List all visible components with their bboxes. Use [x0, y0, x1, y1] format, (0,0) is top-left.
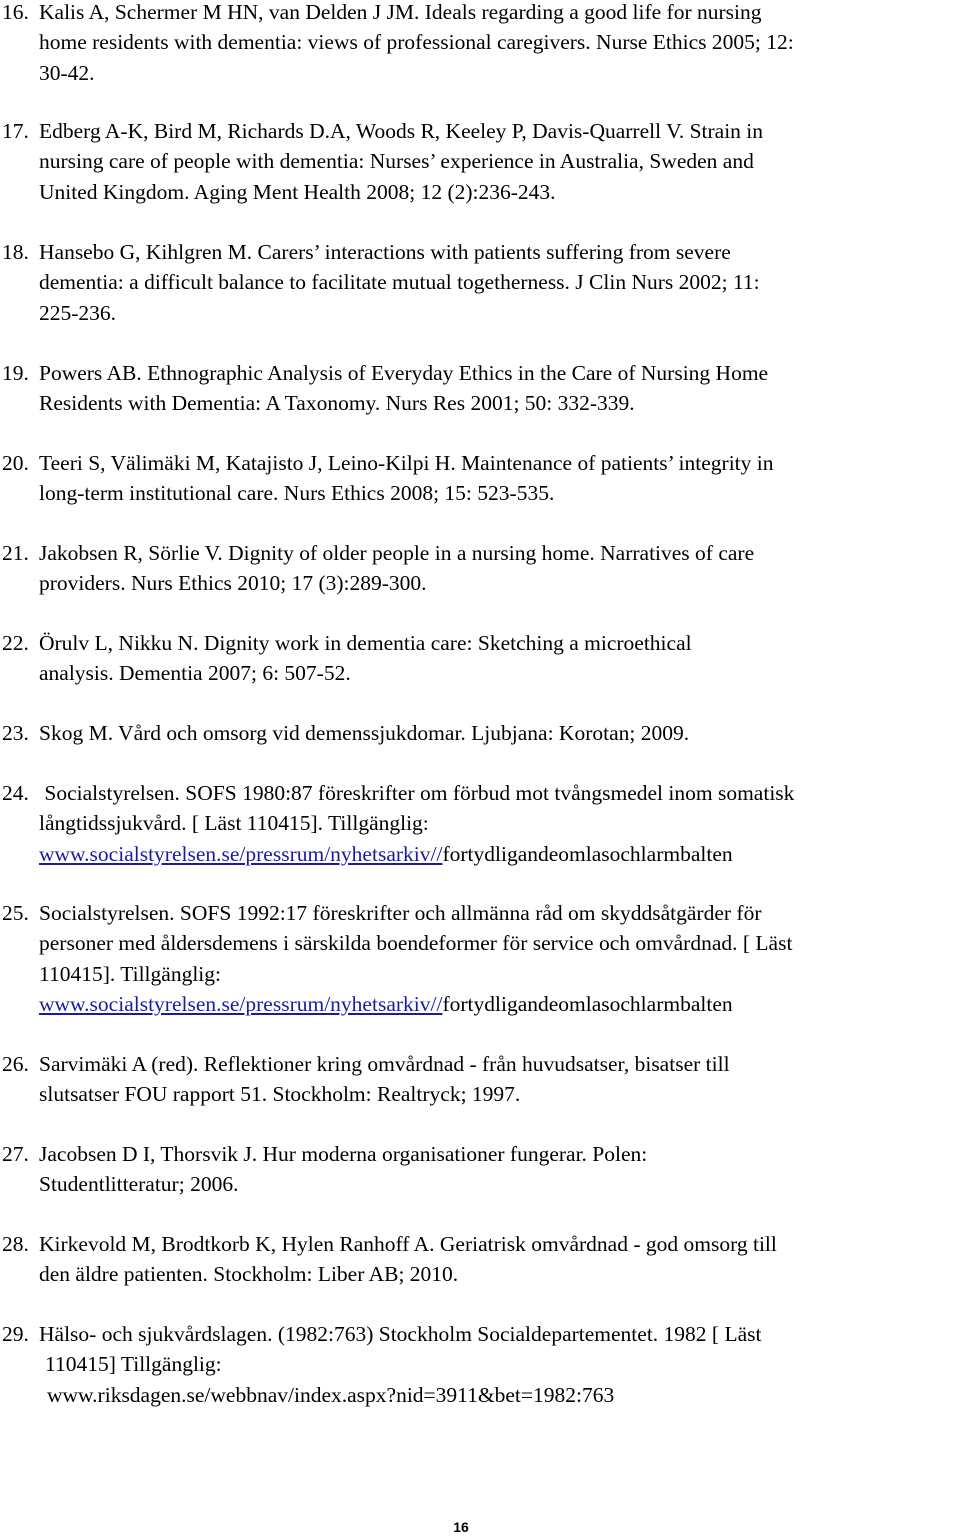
reference-29 — [2, 1319, 952, 1410]
reference-link-line — [2, 839, 952, 869]
reference-url-line: www.riksdagen.se/webbnav/index.aspx?nid=3911&bet=1982:763 — [47, 1382, 615, 1407]
reference-text-line: personer med åldersdemens i särskilda boendeformer för service och omvårdnad. [ Läst — [39, 931, 793, 956]
reference-24 — [2, 778, 952, 869]
reference-text-line: Jacobsen D I, Thorsvik J. Hur moderna organisationer fungerar. Polen: — [39, 1142, 648, 1166]
reference-text-line: Socialstyrelsen. SOFS 1980:87 föreskrifter om förbud mot tvångsmedel inom somatisk — [39, 781, 795, 805]
reference-number: 18. — [2, 240, 29, 264]
reference-text-line: Powers AB. Ethnographic Analysis of Everyday Ethics in the Care of Nursing Home — [39, 361, 769, 385]
reference-text-line: 30-42. — [39, 60, 95, 85]
reference-number: 24. — [2, 781, 29, 805]
reference-text-line: providers. Nurs Ethics 2010; 17 (3):289-300. — [39, 571, 427, 596]
reference-26 — [2, 1049, 952, 1110]
reference-number: 27. — [2, 1142, 29, 1166]
reference-text-line: Socialstyrelsen. SOFS 1992:17 föreskrifter och allmänna råd om skyddsåtgärder för — [39, 901, 762, 925]
reference-text-line: den äldre patienten. Stockholm: Liber AB; 2010. — [39, 1262, 459, 1287]
reference-text-line: analysis. Dementia 2007; 6: 507-52. — [39, 661, 351, 686]
link-suffix: fortydligandeomlasochlarmbalten — [442, 992, 733, 1017]
reference-text-line: Örulv L, Nikku N. Dignity work in dementia care: Sketching a microethical — [39, 631, 692, 655]
reference-text-line: nursing care of people with dementia: Nurses’ experience in Australia, Sweden and — [39, 149, 754, 174]
reference-25 — [2, 898, 952, 1020]
reference-number: 17. — [2, 119, 29, 143]
reference-text-line: Hälso- och sjukvårdslagen. (1982:763) Stockholm Socialdepartementet. 1982 [ Läst — [39, 1322, 762, 1346]
reference-27 — [2, 1139, 952, 1200]
reference-text-line: Kalis A, Schermer M HN, van Delden J JM. Ideals regarding a good life for nursing — [39, 0, 762, 24]
reference-number: 28. — [2, 1232, 29, 1256]
reference-number: 16. — [2, 0, 29, 24]
reference-text-line: Residents with Dementia: A Taxonomy. Nurs Res 2001; 50: 332-339. — [39, 391, 635, 416]
reference-text-line: United Kingdom. Aging Ment Health 2008; 12 (2):236-243. — [39, 179, 556, 204]
reference-17 — [2, 116, 952, 207]
reference-number: 19. — [2, 361, 29, 385]
reference-link-line — [2, 989, 952, 1019]
socialstyrelsen-link[interactable]: www.socialstyrelsen.se/pressrum/nyhetsarkiv// — [39, 841, 443, 866]
reference-22 — [2, 628, 952, 689]
reference-text-line: home residents with dementia: views of professional caregivers. Nurse Ethics 2005; 12: — [39, 30, 794, 55]
reference-text-line: dementia: a difficult balance to facilitate mutual togetherness. J Clin Nurs 2002; 11: — [39, 270, 760, 295]
reference-23 — [2, 718, 952, 748]
reference-text-line: 225-236. — [39, 300, 117, 325]
reference-text-line: long-term institutional care. Nurs Ethics 2008; 15: 523-535. — [39, 481, 555, 506]
reference-28 — [2, 1229, 952, 1290]
page-number: 16 — [453, 1519, 469, 1535]
reference-18 — [2, 237, 952, 328]
reference-number: 21. — [2, 541, 29, 565]
reference-number: 29. — [2, 1322, 29, 1346]
reference-number: 20. — [2, 451, 29, 475]
reference-text-line: Sarvimäki A (red). Reflektioner kring omvårdnad - från huvudsatser, bisatser till — [39, 1052, 730, 1076]
reference-21 — [2, 538, 952, 599]
reference-text-line: 110415]. Tillgänglig: — [39, 961, 221, 986]
reference-text-line: 110415] Tillgänglig: — [45, 1352, 222, 1377]
reference-text-line: Hansebo G, Kihlgren M. Carers’ interactions with patients suffering from severe — [39, 240, 731, 264]
reference-number: 23. — [2, 721, 29, 745]
reference-20 — [2, 448, 952, 509]
reference-text-line: Teeri S, Välimäki M, Katajisto J, Leino-Kilpi H. Maintenance of patients’ integrity in — [39, 451, 774, 475]
reference-number: 25. — [2, 901, 29, 925]
reference-text-line: Kirkevold M, Brodtkorb K, Hylen Ranhoff A. Geriatrisk omvårdnad - god omsorg till — [39, 1232, 777, 1256]
reference-text-line: Jakobsen R, Sörlie V. Dignity of older people in a nursing home. Narratives of care — [39, 541, 755, 565]
reference-number: 26. — [2, 1052, 29, 1076]
reference-text-line: Skog M. Vård och omsorg vid demenssjukdomar. Ljubjana: Korotan; 2009. — [39, 721, 690, 745]
reference-text-line: Studentlitteratur; 2006. — [39, 1172, 239, 1197]
link-suffix: fortydligandeomlasochlarmbalten — [442, 841, 733, 866]
reference-text-line: långtidssjukvård. [ Läst 110415]. Tillgänglig: — [39, 811, 429, 836]
reference-text-line: Edberg A-K, Bird M, Richards D.A, Woods R, Keeley P, Davis-Quarrell V. Strain in — [39, 119, 764, 143]
socialstyrelsen-link[interactable]: www.socialstyrelsen.se/pressrum/nyhetsarkiv// — [39, 992, 443, 1017]
reference-number: 22. — [2, 631, 29, 655]
reference-19 — [2, 358, 952, 419]
reference-text-line: slutsatser FOU rapport 51. Stockholm: Realtryck; 1997. — [39, 1082, 521, 1107]
reference-16 — [2, 0, 952, 88]
